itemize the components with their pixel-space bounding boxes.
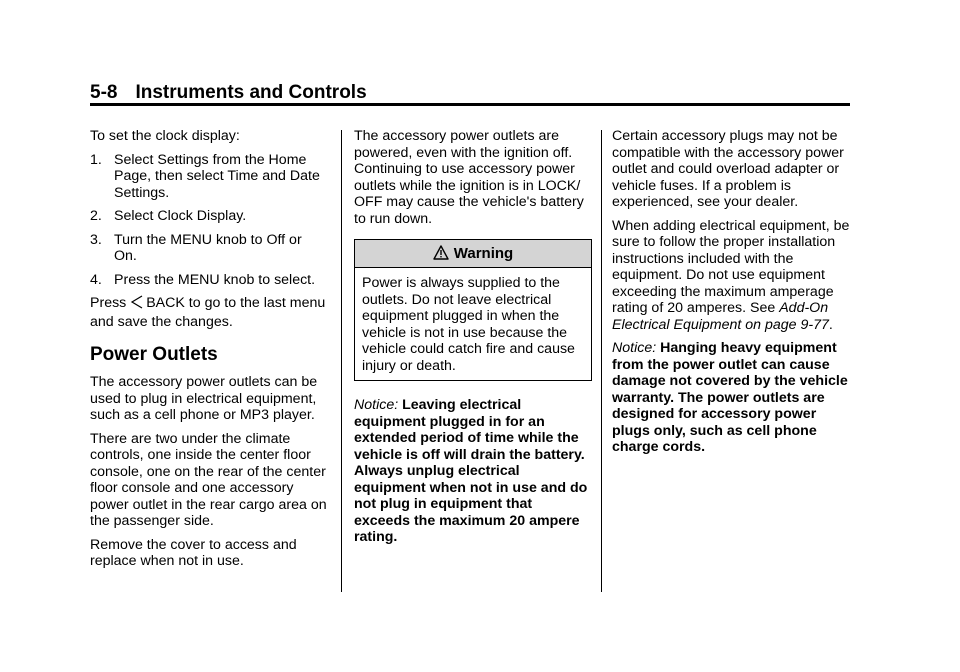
power-outlets-paragraph-2: There are two under the climate controls, one inside the center floor console, one on the rear of the center floor console and one accessory power outlet in the rear cargo area on the passenger side. xyxy=(90,430,327,529)
notice-paragraph xyxy=(354,397,592,546)
step-text: Turn the MENU knob to Off or On. xyxy=(114,231,302,264)
back-icon xyxy=(130,295,144,314)
step-text: Press the MENU knob to select. xyxy=(114,271,316,288)
step-number: 3. xyxy=(90,231,102,248)
power-outlets-paragraph-3: Remove the cover to access and replace when not in use. xyxy=(90,536,297,569)
step-number: 1. xyxy=(90,151,102,168)
step-item xyxy=(90,272,328,289)
cross-reference-link[interactable]: Add-On Electrical Equipment on page 9-77 xyxy=(612,300,829,333)
notice-text: Hanging heavy equipment from the power outlet can cause damage not covered by the vehicle warranty. The power outlets are designed for accessory power plugs only, such as cell phone charge cords. xyxy=(612,340,848,455)
step-text: Select Settings from the Home Page, then select Time and Date Settings. xyxy=(114,151,320,201)
adding-equipment-text: When adding electrical equipment, be sure to follow the proper installation instructions included with the equipment. Do not use equipment exceeding the maximum amperage rating of 20 amperes. See xyxy=(612,217,850,316)
warning-title: Warning xyxy=(453,245,514,262)
press-back-paragraph xyxy=(90,295,328,330)
notice-label: Notice: xyxy=(354,397,399,413)
press-prefix: Press xyxy=(90,295,127,311)
compatibility-paragraph: Certain accessory plugs may not be compatible with the accessory power outlet and could overload adapter or vehicle fuses. If a problem is experienced, see your dealer. xyxy=(612,128,844,210)
sentence-end: . xyxy=(828,316,833,333)
clock-intro: To set the clock display: xyxy=(90,128,240,144)
step-number: 4. xyxy=(90,271,102,288)
page-number: 5-8 xyxy=(90,82,118,103)
step-item xyxy=(90,152,328,202)
column-left xyxy=(90,128,328,577)
adding-equipment-paragraph xyxy=(612,218,852,334)
step-number: 2. xyxy=(90,208,102,224)
column-divider-right xyxy=(601,130,602,592)
header-rule xyxy=(90,103,850,106)
power-outlets-paragraph-1: The accessory power outlets can be used to plug in electrical equipment, such as a cell phone or MP3 player. xyxy=(90,374,318,423)
step-text: Select Clock Display. xyxy=(114,208,247,224)
column-right xyxy=(612,128,852,463)
column-middle xyxy=(354,128,592,553)
column-divider-left xyxy=(341,130,342,592)
notice-paragraph xyxy=(612,340,852,456)
outlets-powered-paragraph: The accessory power outlets are powered, even with the ignition off. Continuing to use accessory power outlets while the ignition is in LOCK/ OFF may cause the vehicle's battery to run down. xyxy=(354,128,584,227)
section-title: Instruments and Controls xyxy=(135,82,367,103)
press-rest: BACK to go to the last menu and save the changes. xyxy=(90,295,326,330)
page-header xyxy=(90,82,850,104)
warning-triangle-icon xyxy=(433,244,449,264)
warning-header xyxy=(355,240,591,268)
step-item xyxy=(90,208,328,225)
step-item xyxy=(90,232,328,265)
warning-box xyxy=(354,239,592,381)
section-heading-power-outlets: Power Outlets xyxy=(90,344,218,365)
notice-label: Notice: xyxy=(612,340,657,356)
notice-text: Leaving electrical equipment plugged in for an extended period of time while the vehicle is off will drain the battery. Always unplug electrical equipment when not in use and do not plug in equipment that exceeds the maximum 20 ampere rating. xyxy=(354,397,588,545)
warning-text: Power is always supplied to the outlets. Do not leave electrical equipment plugged in when the vehicle is not in use because the vehicle could catch fire and cause injury or death. xyxy=(362,275,575,374)
